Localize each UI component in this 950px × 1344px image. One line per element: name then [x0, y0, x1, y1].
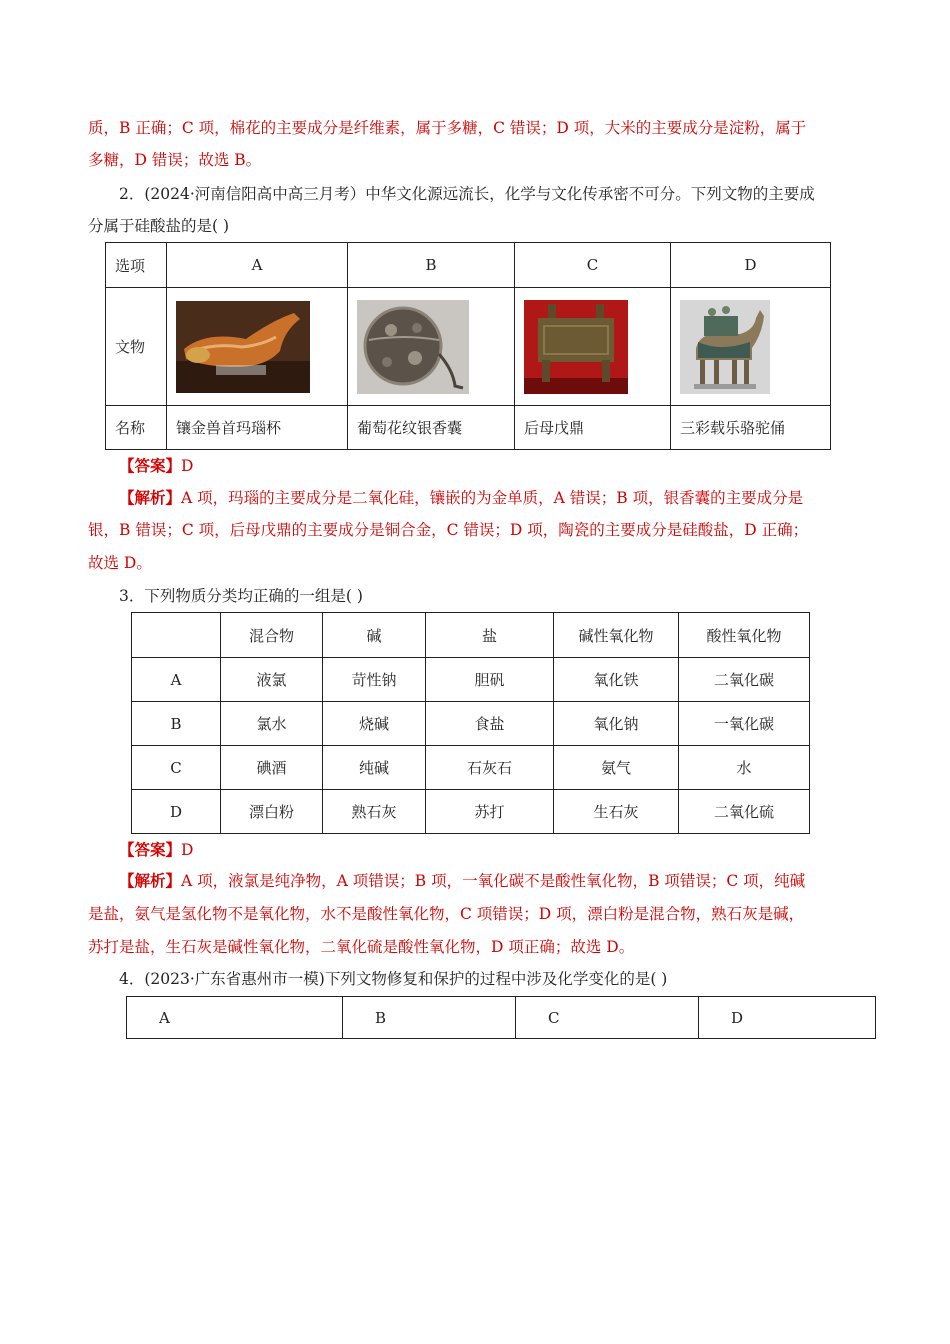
table-cell: 烧碱 — [323, 702, 426, 746]
q3-answer — [119, 840, 193, 860]
q2-image-c-cell — [515, 288, 671, 406]
q4-header-b: B — [343, 997, 516, 1039]
q3-row-c-label: C — [132, 746, 221, 790]
q2-image-b-cell — [348, 288, 515, 406]
q2-row-name-label: 名称 — [106, 406, 167, 450]
agate-cup-photo — [176, 301, 310, 393]
q3-analysis-text1: A 项，液氯是纯净物，A 项错误；B 项，一氧化碳不是酸性氧化物，B 项错误；C 项，纯碱 — [181, 872, 806, 890]
bronze-ding-photo — [524, 300, 628, 394]
q2-name-a: 镶金兽首玛瑙杯 — [167, 406, 348, 450]
table-cell: 食盐 — [426, 702, 554, 746]
q3-analysis-line2: 是盐，氨气是氢化物不是氧化物，水不是酸性氧化物，C 项错误；D 项，漂白粉是混合物，熟石灰是碱， — [88, 905, 805, 923]
table-cell: 苛性钠 — [323, 658, 426, 702]
q4-header-d: D — [699, 997, 876, 1039]
q3-header-mixture: 混合物 — [221, 613, 323, 658]
q2-analysis-line3: 故选 D。 — [88, 554, 152, 572]
table-row — [132, 746, 810, 790]
table-cell: 水 — [679, 746, 810, 790]
q3-analysis-line3: 苏打是盐，生石灰是碱性氧化物，二氧化硫是酸性氧化物，D 项正确；故选 D。 — [88, 938, 635, 956]
q3-analysis-tag: 【解析】 — [119, 871, 182, 890]
q2-header-d: D — [671, 243, 831, 288]
q2-stem-line2: 分属于硅酸盐的是( ) — [88, 217, 230, 235]
q3-answer-value: D — [181, 841, 194, 859]
table-cell: 纯碱 — [323, 746, 426, 790]
q2-analysis-text1: A 项，玛瑙的主要成分是二氧化硅，镶嵌的为金单质，A 错误；B 项，银香囊的主要成分是 — [181, 489, 804, 507]
table-cell: 苏打 — [426, 790, 554, 834]
q2-header-b: B — [348, 243, 515, 288]
q3-header-acidic-oxide: 酸性氧化物 — [679, 613, 810, 658]
q2-header-c: C — [515, 243, 671, 288]
silver-sachet-photo — [357, 300, 469, 394]
q2-analysis-line2: 银，B 错误；C 项，后母戊鼎的主要成分是铜合金，C 错误；D 项，陶瓷的主要成分是硅酸盐，D 正确； — [88, 521, 809, 539]
table-cell: 生石灰 — [554, 790, 679, 834]
q2-answer-tag: 【答案】 — [119, 456, 182, 475]
q2-name-c: 后母戊鼎 — [515, 406, 671, 450]
q2-header-option: 选项 — [106, 243, 167, 288]
q2-analysis-tag: 【解析】 — [119, 488, 182, 507]
table-cell: 熟石灰 — [323, 790, 426, 834]
q2-image-a-cell — [167, 288, 348, 406]
q2-name-d: 三彩载乐骆驼俑 — [671, 406, 831, 450]
camel-figurine-photo — [680, 300, 770, 394]
q3-classification-table — [131, 612, 810, 834]
q3-header-0 — [132, 613, 221, 658]
q2-answer-value: D — [181, 457, 194, 475]
q2-image-d-cell — [671, 288, 831, 406]
table-cell: 氧化钠 — [554, 702, 679, 746]
q3-stem: 3．下列物质分类均正确的一组是( ) — [119, 587, 363, 605]
q2-artifact-table — [105, 242, 831, 450]
table-row — [132, 702, 810, 746]
q3-header-base: 碱 — [323, 613, 426, 658]
q3-row-b-label: B — [132, 702, 221, 746]
q3-row-a-label: A — [132, 658, 221, 702]
q2-row-artifact-label: 文物 — [106, 288, 167, 406]
table-cell: 二氧化硫 — [679, 790, 810, 834]
q4-stem: 4．(2023·广东省惠州市一模)下列文物修复和保护的过程中涉及化学变化的是( ) — [119, 970, 668, 988]
q4-header-c: C — [516, 997, 699, 1039]
q4-header-a: A — [127, 997, 343, 1039]
q2-analysis-line1 — [119, 488, 803, 508]
q3-header-salt: 盐 — [426, 613, 554, 658]
table-cell: 二氧化碳 — [679, 658, 810, 702]
table-cell: 碘酒 — [221, 746, 323, 790]
table-cell: 氧化铁 — [554, 658, 679, 702]
q3-answer-tag: 【答案】 — [119, 840, 182, 859]
table-cell: 石灰石 — [426, 746, 554, 790]
q2-stem-line1: 2．(2024·河南信阳高中高三月考）中华文化源远流长，化学与文化传承密不可分。下列文物的主要成 — [119, 185, 815, 203]
q2-name-b: 葡萄花纹银香囊 — [348, 406, 515, 450]
table-cell: 液氯 — [221, 658, 323, 702]
q1-analysis-line1: 质，B 正确；C 项，棉花的主要成分是纤维素，属于多糖，C 错误；D 项，大米的主要成分是淀粉，属于 — [88, 119, 807, 137]
q3-analysis-line1 — [119, 871, 805, 891]
table-cell: 漂白粉 — [221, 790, 323, 834]
q2-header-a: A — [167, 243, 348, 288]
q2-answer — [119, 456, 193, 476]
table-cell: 氨气 — [554, 746, 679, 790]
table-row — [132, 790, 810, 834]
table-cell: 氯水 — [221, 702, 323, 746]
q3-row-d-label: D — [132, 790, 221, 834]
q4-options-table — [126, 996, 876, 1039]
q3-header-basic-oxide: 碱性氧化物 — [554, 613, 679, 658]
table-cell: 一氧化碳 — [679, 702, 810, 746]
table-row — [132, 658, 810, 702]
q1-analysis-line2: 多糖，D 错误；故选 B。 — [88, 151, 262, 169]
table-cell: 胆矾 — [426, 658, 554, 702]
